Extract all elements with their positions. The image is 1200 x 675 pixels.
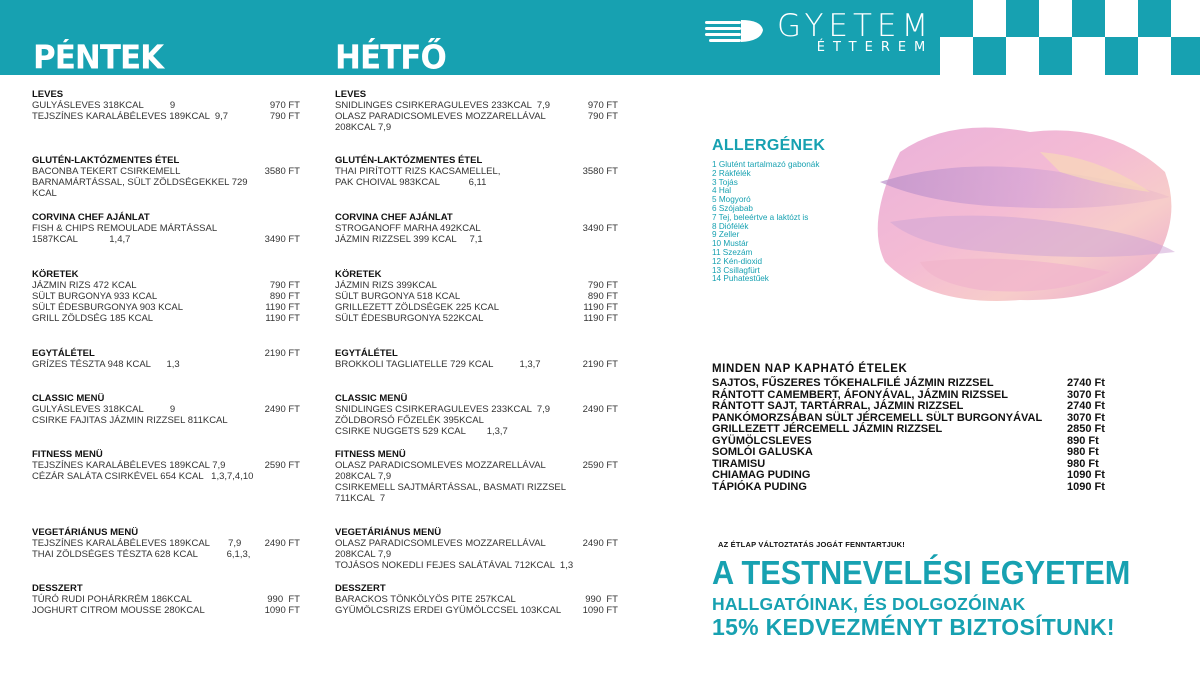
section-title: DESSZERT: [335, 583, 386, 594]
day-title-right: HÉTFŐ: [335, 39, 446, 77]
menu-item: CSIRKE NUGGETS 529 KCAL 1,3,7: [335, 426, 508, 437]
section-title: FITNESS MENÜ: [335, 449, 406, 460]
menu-item: TEJSZÍNES KARALÁBÉLEVES 189KCAL 7,9 2490 FT: [32, 538, 300, 549]
promo-line-2: HALLGATÓINAK, ÉS DOLGOZÓINAK: [712, 594, 1026, 614]
menu-item: SÜLT BURGONYA 518 KCAL 890 FT: [335, 291, 618, 302]
allergen-item: 9 Zeller: [712, 230, 740, 240]
menu-item: GYÜMÖLCSRIZS ERDEI GYÜMÖLCCSEL 103KCAL 1090 FT: [335, 605, 618, 616]
menu-column-left: [32, 89, 300, 629]
menu-item: KCAL: [32, 188, 57, 199]
allergen-item: 14 Puhatestűek: [712, 274, 769, 284]
section-title-row: EGYTÁLÉTEL 2190 FT: [32, 348, 300, 359]
section-title: LEVES: [32, 89, 64, 100]
menu-item: JÁZMIN RIZZSEL 399 KCAL 7,1: [335, 234, 483, 245]
daily-item: RÁNTOTT CAMEMBERT, ÁFONYÁVAL, JÁZMIN RIZSSEL 3070 Ft: [712, 388, 1105, 401]
allergen-item: 12 Kén-dioxid: [712, 256, 763, 266]
menu-item: BARNAMÁRTÁSSAL, SÜLT ZÖLDSÉGEKKEL 729: [32, 177, 248, 188]
allergen-item: 4 Hal: [712, 186, 732, 196]
fork-icon: [705, 17, 769, 47]
menu-section: [32, 583, 300, 616]
logo-subtitle: ÉTTEREM: [816, 40, 934, 55]
menu-item: JÁZMIN RIZS 399KCAL 790 FT: [335, 280, 618, 291]
allergen-item: 5 Mogyoró: [712, 195, 751, 205]
menu-section: [335, 583, 618, 616]
menu-item: ZÖLDBORSÓ FŐZELÉK 395KCAL: [335, 415, 484, 426]
menu-section: [335, 155, 618, 188]
allergen-item: 6 Szójabab: [712, 203, 753, 213]
menu-section: [32, 393, 300, 426]
allergen-item: 7 Tej, beleértve a laktózt is: [712, 212, 809, 222]
daily-item: GYÜMÖLCSLEVES 890 Ft: [712, 434, 1099, 447]
allergen-item: 1 Glutént tartalmazó gabonák: [712, 160, 820, 169]
daily-item: SOMLÓI GALUSKA 980 Ft: [712, 446, 1099, 458]
menu-item: 208KCAL 7,9: [335, 549, 392, 560]
menu-item: TOJÁSOS NOKEDLI FEJES SALÁTÁVAL 712KCAL 1,3: [335, 560, 574, 571]
menu-item: TÚRÓ RUDI POHÁRKRÉM 186KCAL 990 FT: [32, 594, 300, 605]
section-title: VEGETÁRIÁNUS MENÜ: [32, 527, 139, 538]
menu-section: [335, 449, 618, 504]
notice-text: AZ ÉTLAP VÁLTOZTATÁS JOGÁT FENNTARTJUK!: [718, 540, 905, 549]
menu-section: [335, 393, 618, 437]
allergen-item: 10 Mustár: [712, 239, 749, 249]
menu-item: OLASZ PARADICSOMLEVES MOZZARELLÁVAL 2490 FT: [335, 538, 618, 549]
daily-item: GRILLEZETT JÉRCEMELL JÁZMIN RIZZSEL 2850 Ft: [712, 423, 1105, 435]
daily-item: TIRAMISU 980 Ft: [712, 457, 1099, 470]
section-title: FITNESS MENÜ: [32, 449, 103, 460]
daily-item: CHIAMAG PUDING 1090 Ft: [712, 469, 1105, 481]
menu-item: THAI ZÖLDSÉGES TÉSZTA 628 KCAL 6,1,3,: [32, 549, 251, 560]
menu-item: 711KCAL 7: [335, 493, 386, 504]
daily-menu-list: [712, 378, 1112, 493]
allergens-list: [712, 161, 819, 284]
menu-item: SÜLT ÉDESBURGONYA 903 KCAL 1190 FT: [32, 302, 300, 313]
menu-item: SÜLT ÉDESBURGONYA 522KCAL 1190 FT: [335, 313, 618, 324]
section-title: VEGETÁRIÁNUS MENÜ: [335, 527, 442, 538]
menu-item: 208KCAL 7,9: [335, 471, 392, 482]
menu-section: [32, 527, 300, 560]
menu-item: GRÍZES TÉSZTA 948 KCAL 1,3: [32, 359, 180, 370]
menu-item: 208KCAL 7,9: [335, 122, 392, 133]
daily-item: TÁPIÓKA PUDING 1090 Ft: [712, 480, 1105, 493]
menu-section: [32, 89, 300, 122]
allergen-item: 3 Tojás: [712, 177, 738, 187]
menu-item: BARACKOS TÖNKÖLYÖS PITE 257KCAL 990 FT: [335, 594, 618, 605]
menu-item: CÉZÁR SALÁTA CSIRKÉVEL 654 KCAL 1,3,7,4,10: [32, 471, 254, 482]
menu-item: THAI PIRÍTOTT RIZS KACSAMELLEL, 3580 FT: [335, 166, 618, 177]
daily-item: RÁNTOTT SAJT, TARTÁRRAL, JÁZMIN RIZZSEL 2740 Ft: [712, 400, 1105, 412]
section-title: GLUTÉN-LAKTÓZMENTES ÉTEL: [32, 155, 180, 166]
menu-section: [335, 527, 618, 571]
checkered-pattern: [940, 0, 1200, 75]
menu-section: [335, 212, 618, 245]
menu-section: [32, 269, 300, 324]
paint-splash-image: [860, 112, 1180, 312]
menu-item: STROGANOFF MARHA 492KCAL 3490 FT: [335, 223, 618, 234]
menu-section: [335, 269, 618, 324]
menu-item: OLASZ PARADICSOMLEVES MOZZARELLÁVAL 790 FT: [335, 111, 618, 122]
menu-item: CSIRKEMELL SAJTMÁRTÁSSAL, BASMATI RIZZSEL: [335, 482, 567, 493]
restaurant-logo: [705, 10, 933, 66]
section-title: CORVINA CHEF AJÁNLAT: [335, 212, 453, 223]
daily-item: SAJTOS, FŰSZERES TŐKEHALFILÉ JÁZMIN RIZZSEL 2740 Ft: [712, 377, 1105, 389]
promo-line-3: 15% KEDVEZMÉNYT BIZTOSÍTUNK!: [712, 614, 1115, 640]
section-title: CORVINA CHEF AJÁNLAT: [32, 212, 150, 223]
menu-item: TEJSZÍNES KARALÁBÉLEVES 189KCAL 7,9 2590 FT: [32, 460, 300, 471]
allergen-item: 8 Diófélék: [712, 221, 749, 231]
allergen-item: 2 Rákfélék: [712, 168, 751, 178]
menu-item: SNIDLINGES CSIRKERAGULEVES 233KCAL 7,9 2490 FT: [335, 404, 618, 415]
menu-item: OLASZ PARADICSOMLEVES MOZZARELLÁVAL 2590 FT: [335, 460, 618, 471]
menu-item: BACONBA TEKERT CSIRKEMELL 3580 FT: [32, 166, 300, 177]
allergen-item: 11 Szezám: [712, 247, 753, 257]
section-title: GLUTÉN-LAKTÓZMENTES ÉTEL: [335, 155, 483, 166]
section-title: KÖRETEK: [335, 269, 382, 280]
menu-item: GRILLEZETT ZÖLDSÉGEK 225 KCAL 1190 FT: [335, 302, 618, 313]
section-title: EGYTÁLÉTEL: [335, 348, 398, 359]
menu-section: [335, 89, 618, 133]
promo-headline: A TESTNEVELÉSI EGYETEM: [712, 554, 1131, 591]
menu-item: BROKKOLI TAGLIATELLE 729 KCAL 1,3,7 2190 FT: [335, 359, 618, 370]
menu-item: GULYÁSLEVES 318KCAL 9 970 FT: [32, 100, 300, 111]
menu-column-right: [335, 89, 618, 629]
menu-item: JOGHURT CITROM MOUSSE 280KCAL 1090 FT: [32, 605, 300, 616]
section-title: DESSZERT: [32, 583, 83, 594]
logo-name: GYETEM: [777, 8, 934, 44]
menu-section: [32, 155, 300, 199]
menu-item: GRILL ZÖLDSÉG 185 KCAL 1190 FT: [32, 313, 300, 324]
menu-item: SÜLT BURGONYA 933 KCAL 890 FT: [32, 291, 300, 302]
section-title: CLASSIC MENÜ: [335, 393, 408, 404]
section-title: KÖRETEK: [32, 269, 79, 280]
menu-section: [32, 212, 300, 245]
menu-item: JÁZMIN RIZS 472 KCAL 790 FT: [32, 280, 300, 291]
allergens-title: ALLERGÉNEK: [712, 137, 826, 154]
allergen-item: 13 Csillagfürt: [712, 265, 760, 275]
menu-item: GULYÁSLEVES 318KCAL 9 2490 FT: [32, 404, 300, 415]
daily-menu-title: MINDEN NAP KAPHATÓ ÉTELEK: [712, 363, 908, 375]
menu-item: CSIRKE FAJITAS JÁZMIN RIZZSEL 811KCAL: [32, 415, 228, 426]
day-title-left: PÉNTEK: [33, 39, 164, 77]
section-title: LEVES: [335, 89, 367, 100]
menu-item: 1587KCAL 1,4,7 3490 FT: [32, 234, 300, 245]
menu-item: FISH & CHIPS REMOULADE MÁRTÁSSAL: [32, 223, 218, 234]
menu-item: TEJSZÍNES KARALÁBÉLEVES 189KCAL 9,7 790 FT: [32, 111, 300, 122]
menu-item: SNIDLINGES CSIRKERAGULEVES 233KCAL 7,9 970 FT: [335, 100, 618, 111]
menu-section: [32, 449, 300, 482]
menu-item: PAK CHOIVAL 983KCAL 6,11: [335, 177, 487, 188]
menu-section: [32, 348, 300, 370]
menu-section: [335, 348, 618, 370]
section-title: EGYTÁLÉTEL: [32, 348, 95, 359]
section-title: CLASSIC MENÜ: [32, 393, 105, 404]
daily-item: PANKÓMORZSÁBAN SÜLT JÉRCEMELL SÜLT BURGONYÁVAL 3070 Ft: [712, 411, 1105, 424]
